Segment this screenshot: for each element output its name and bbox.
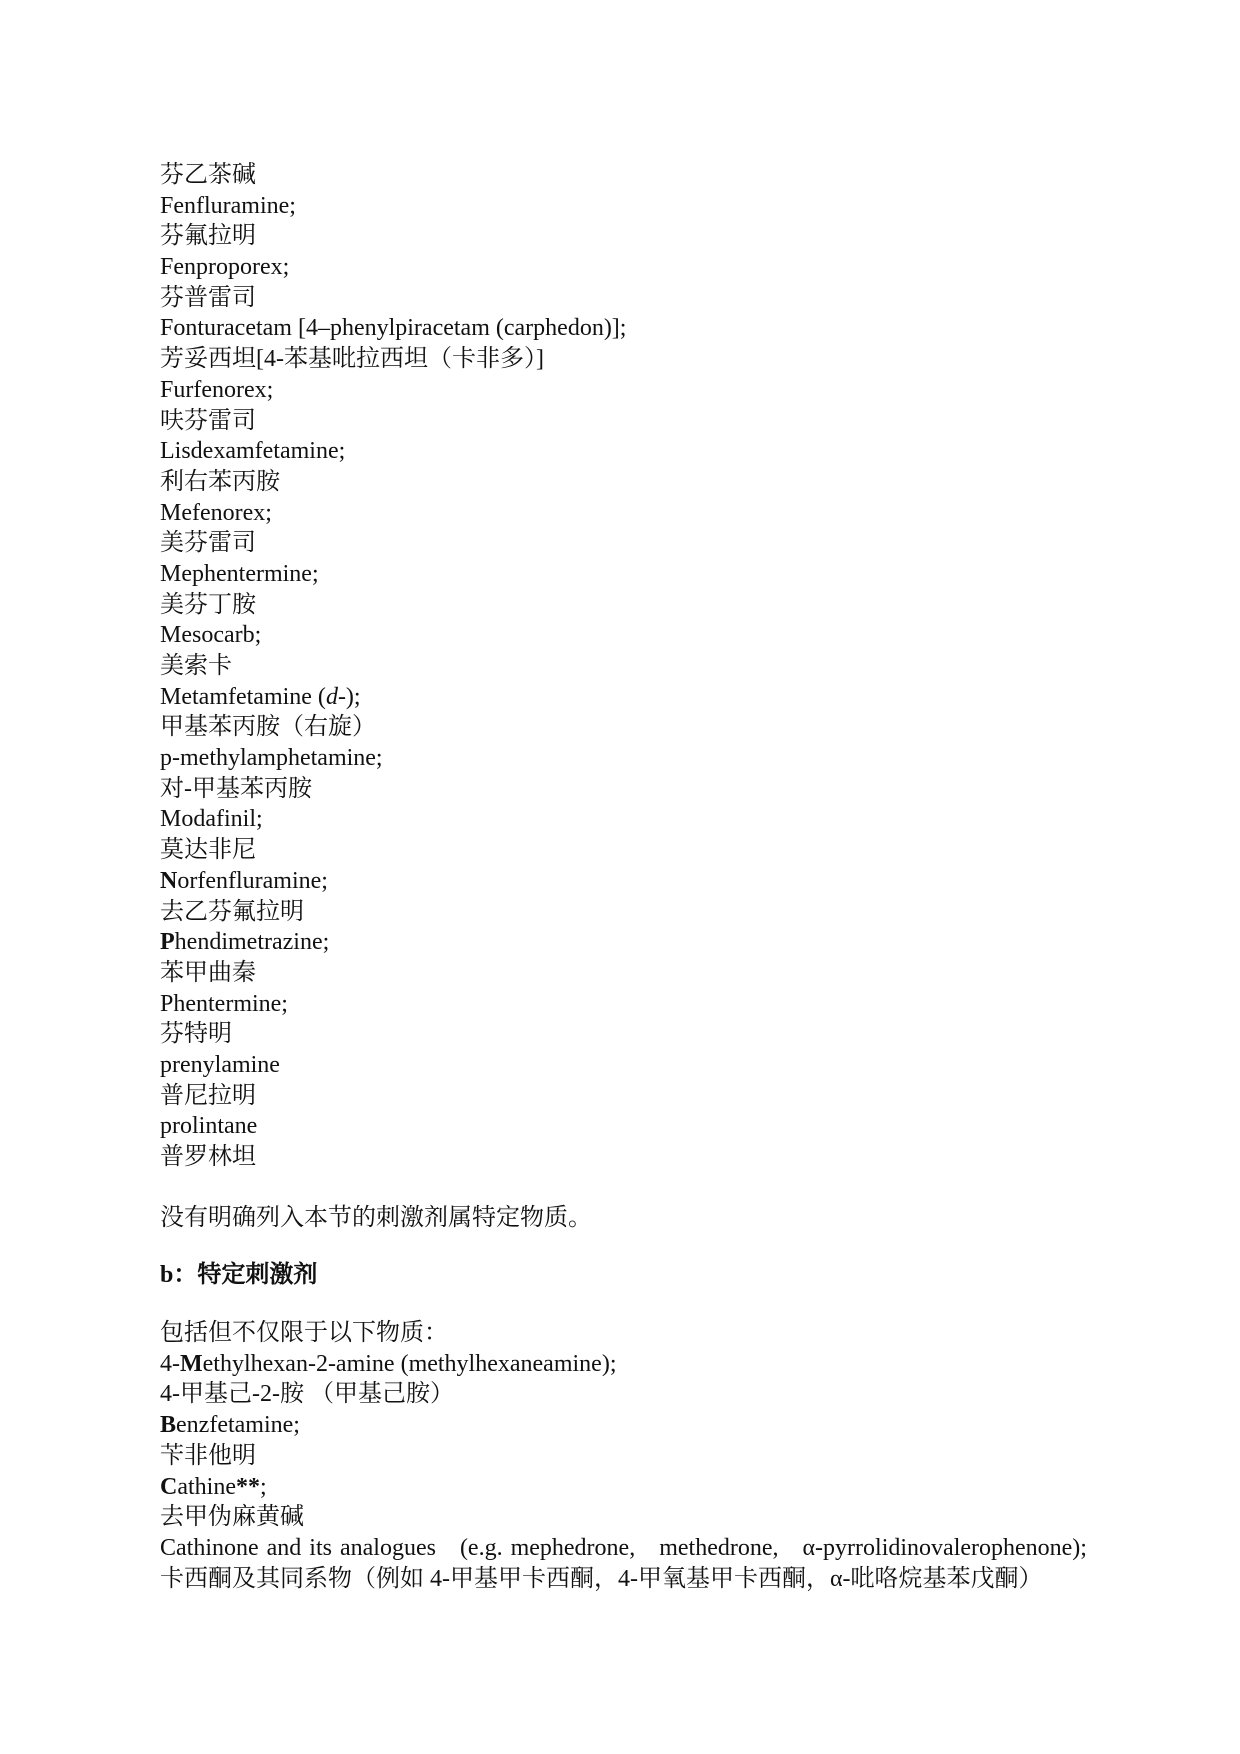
- spacer: [160, 1291, 1120, 1318]
- list-item: 莫达非尼: [160, 837, 256, 864]
- methylhexan-rest: ethylhexan-2-amine (methylhexaneamine);: [202, 1350, 617, 1377]
- list-item-benzfetamine: [160, 1410, 1120, 1441]
- list-item: 呋芬雷司: [160, 407, 256, 434]
- list-item: Mefenorex;: [160, 499, 272, 526]
- list-item: 芬氟拉明: [160, 223, 256, 250]
- metamfetamine-suffix: -);: [337, 683, 361, 710]
- list-item: 苯甲曲秦: [160, 959, 256, 986]
- list-item-phendimetrazine: [160, 927, 1120, 958]
- substance-list-part2: [160, 712, 1120, 865]
- cathine-mid: athine: [177, 1473, 236, 1500]
- list-item: 甲基苯丙胺（右旋）: [160, 714, 376, 741]
- list-item: p-methylamphetamine;: [160, 745, 383, 772]
- metamfetamine-italic: d: [325, 683, 338, 710]
- list-item: 去乙芬氟拉明: [160, 898, 304, 925]
- list-item: prolintane: [160, 1113, 258, 1140]
- list-item: 美芬雷司: [160, 530, 256, 557]
- list-item: 苄非他明: [160, 1442, 256, 1469]
- list-item: 普尼拉明: [160, 1082, 256, 1109]
- section-b-intro: 包括但不仅限于以下物质：: [160, 1320, 448, 1347]
- list-item: Mephentermine;: [160, 560, 319, 587]
- cathine-initial: C: [160, 1473, 178, 1500]
- metamfetamine-prefix: Metamfetamine (: [160, 683, 326, 710]
- norfenfluramine-initial: N: [160, 867, 178, 894]
- list-item: 芳妥西坦[4-苯基吡拉西坦（卡非多）]: [160, 346, 544, 373]
- section-b-title: ：特定刺激剂: [173, 1262, 318, 1289]
- list-item: Phentermine;: [160, 990, 288, 1017]
- list-item: 美芬丁胺: [160, 591, 256, 618]
- list-item-cathinone: Cathinone and its analogues (e.g. mephedrone, methedrone, α-pyrrolidinovalerophenone);: [160, 1534, 1087, 1561]
- list-item: prenylamine: [160, 1051, 280, 1078]
- list-item-metamfetamine: [160, 682, 1120, 713]
- document-page: [160, 160, 1120, 1594]
- list-item: 卡西酮及其同系物（例如 4-甲基甲卡西酮，4-甲氧基甲卡西酮，α-吡咯烷基苯戊酮）: [160, 1565, 1043, 1592]
- list-item: 利右苯丙胺: [160, 468, 280, 495]
- methylhexan-initial: M: [180, 1350, 203, 1377]
- list-item: 对-甲基苯丙胺: [160, 775, 312, 802]
- list-item: 4-甲基己-2-胺 （甲基己胺）: [160, 1381, 454, 1408]
- methylhexan-prefix: 4-: [160, 1350, 180, 1377]
- list-item: Modafinil;: [160, 806, 263, 833]
- list-item: Fenproporex;: [160, 254, 290, 281]
- list-item-norfenfluramine: [160, 866, 1120, 897]
- section-b-heading: [160, 1260, 1120, 1291]
- substance-list-part3: [160, 958, 1120, 1173]
- list-item: 芬特明: [160, 1021, 232, 1048]
- section-b-letter: b: [160, 1262, 174, 1289]
- benzfetamine-rest: enzfetamine;: [176, 1412, 300, 1439]
- list-item-cathine: [160, 1472, 1120, 1503]
- norfenfluramine-rest: orfenfluramine;: [177, 867, 328, 894]
- list-item: Fonturacetam [4–phenylpiracetam (carphedon)];: [160, 315, 627, 342]
- spacer: [160, 1173, 1120, 1203]
- benzfetamine-initial: B: [160, 1412, 177, 1439]
- list-item: Furfenorex;: [160, 376, 274, 403]
- list-item: 美索卡: [160, 653, 232, 679]
- list-item: 去甲伪麻黄碱: [160, 1504, 304, 1531]
- substance-list-part1: [160, 160, 1120, 682]
- list-item: 普罗林坦: [160, 1144, 256, 1170]
- cathine-end: ;: [259, 1473, 267, 1500]
- list-item: Mesocarb;: [160, 622, 262, 649]
- list-item: Lisdexamfetamine;: [160, 438, 346, 465]
- section-note: 没有明确列入本节的刺激剂属特定物质。: [160, 1204, 592, 1231]
- cathine-stars: **: [235, 1473, 260, 1500]
- list-item: 芬乙茶碱: [160, 162, 256, 188]
- list-item: 芬普雷司: [160, 284, 256, 311]
- phendimetrazine-initial: P: [160, 929, 175, 956]
- list-item: Fenfluramine;: [160, 192, 296, 219]
- phendimetrazine-rest: hendimetrazine;: [174, 929, 330, 956]
- spacer: [160, 1233, 1120, 1260]
- list-item-methylhexanamine: [160, 1349, 1120, 1380]
